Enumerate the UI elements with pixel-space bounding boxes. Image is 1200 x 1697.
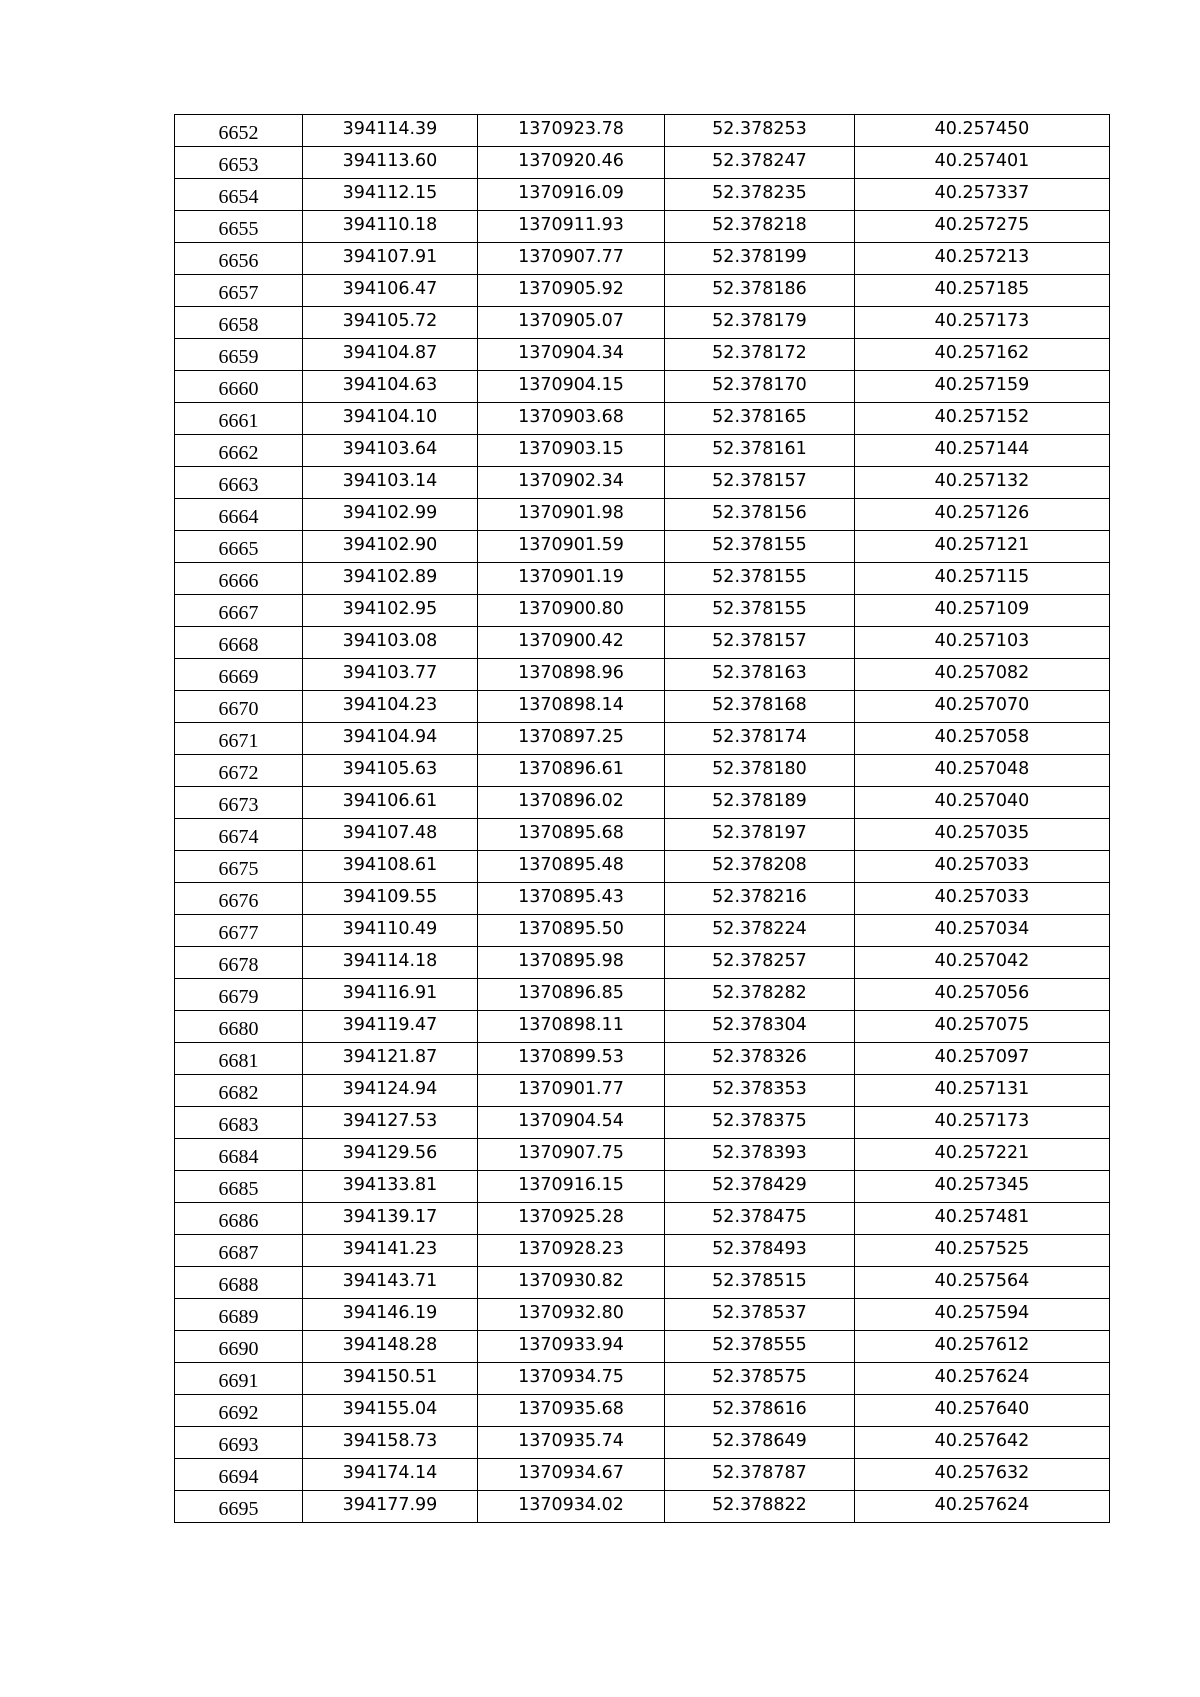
- point-number-cell: 6654: [175, 179, 303, 211]
- latitude-cell: 52.378163: [665, 659, 855, 691]
- y-coordinate-cell: 1370928.23: [478, 1235, 665, 1267]
- y-coordinate-cell: 1370895.68: [478, 819, 665, 851]
- latitude-cell: 52.378197: [665, 819, 855, 851]
- x-coordinate-cell: 394155.04: [303, 1395, 478, 1427]
- latitude-cell: 52.378353: [665, 1075, 855, 1107]
- longitude-cell: 40.257131: [855, 1075, 1110, 1107]
- x-coordinate-cell: 394106.47: [303, 275, 478, 307]
- table-row: [175, 595, 1110, 627]
- longitude-cell: 40.257162: [855, 339, 1110, 371]
- latitude-cell: 52.378218: [665, 211, 855, 243]
- point-number-cell: 6652: [175, 115, 303, 147]
- table-row: [175, 1331, 1110, 1363]
- longitude-cell: 40.257564: [855, 1267, 1110, 1299]
- longitude-cell: 40.257070: [855, 691, 1110, 723]
- point-number-cell: 6671: [175, 723, 303, 755]
- longitude-cell: 40.257042: [855, 947, 1110, 979]
- latitude-cell: 52.378155: [665, 563, 855, 595]
- longitude-cell: 40.257058: [855, 723, 1110, 755]
- point-number-cell: 6692: [175, 1395, 303, 1427]
- y-coordinate-cell: 1370896.61: [478, 755, 665, 787]
- y-coordinate-cell: 1370896.85: [478, 979, 665, 1011]
- table-row: [175, 979, 1110, 1011]
- point-number-cell: 6658: [175, 307, 303, 339]
- x-coordinate-cell: 394102.89: [303, 563, 478, 595]
- x-coordinate-cell: 394102.90: [303, 531, 478, 563]
- x-coordinate-cell: 394107.48: [303, 819, 478, 851]
- latitude-cell: 52.378156: [665, 499, 855, 531]
- point-number-cell: 6679: [175, 979, 303, 1011]
- x-coordinate-cell: 394116.91: [303, 979, 478, 1011]
- table-row: [175, 499, 1110, 531]
- table-row: [175, 1235, 1110, 1267]
- y-coordinate-cell: 1370923.78: [478, 115, 665, 147]
- longitude-cell: 40.257337: [855, 179, 1110, 211]
- x-coordinate-cell: 394114.39: [303, 115, 478, 147]
- x-coordinate-cell: 394146.19: [303, 1299, 478, 1331]
- latitude-cell: 52.378189: [665, 787, 855, 819]
- point-number-cell: 6684: [175, 1139, 303, 1171]
- y-coordinate-cell: 1370903.68: [478, 403, 665, 435]
- point-number-cell: 6663: [175, 467, 303, 499]
- table-row: [175, 947, 1110, 979]
- latitude-cell: 52.378157: [665, 627, 855, 659]
- table-row: [175, 531, 1110, 563]
- x-coordinate-cell: 394113.60: [303, 147, 478, 179]
- x-coordinate-cell: 394107.91: [303, 243, 478, 275]
- latitude-cell: 52.378224: [665, 915, 855, 947]
- x-coordinate-cell: 394177.99: [303, 1491, 478, 1523]
- table-row: [175, 1267, 1110, 1299]
- point-number-cell: 6673: [175, 787, 303, 819]
- latitude-cell: 52.378257: [665, 947, 855, 979]
- latitude-cell: 52.378170: [665, 371, 855, 403]
- y-coordinate-cell: 1370905.92: [478, 275, 665, 307]
- table-row: [175, 1363, 1110, 1395]
- table-row: [175, 1203, 1110, 1235]
- longitude-cell: 40.257103: [855, 627, 1110, 659]
- table-row: [175, 1107, 1110, 1139]
- table-row: [175, 627, 1110, 659]
- latitude-cell: 52.378155: [665, 531, 855, 563]
- table-row: [175, 403, 1110, 435]
- latitude-cell: 52.378429: [665, 1171, 855, 1203]
- point-number-cell: 6675: [175, 851, 303, 883]
- x-coordinate-cell: 394148.28: [303, 1331, 478, 1363]
- longitude-cell: 40.257152: [855, 403, 1110, 435]
- point-number-cell: 6672: [175, 755, 303, 787]
- point-number-cell: 6659: [175, 339, 303, 371]
- table-row: [175, 563, 1110, 595]
- y-coordinate-cell: 1370933.94: [478, 1331, 665, 1363]
- longitude-cell: 40.257040: [855, 787, 1110, 819]
- y-coordinate-cell: 1370901.59: [478, 531, 665, 563]
- x-coordinate-cell: 394174.14: [303, 1459, 478, 1491]
- longitude-cell: 40.257173: [855, 1107, 1110, 1139]
- table-row: [175, 1171, 1110, 1203]
- table-row: [175, 787, 1110, 819]
- point-number-cell: 6668: [175, 627, 303, 659]
- table-row: [175, 1395, 1110, 1427]
- point-number-cell: 6664: [175, 499, 303, 531]
- y-coordinate-cell: 1370895.43: [478, 883, 665, 915]
- y-coordinate-cell: 1370901.77: [478, 1075, 665, 1107]
- longitude-cell: 40.257048: [855, 755, 1110, 787]
- table-row: [175, 1491, 1110, 1523]
- latitude-cell: 52.378247: [665, 147, 855, 179]
- longitude-cell: 40.257075: [855, 1011, 1110, 1043]
- table-row: [175, 115, 1110, 147]
- latitude-cell: 52.378253: [665, 115, 855, 147]
- y-coordinate-cell: 1370900.42: [478, 627, 665, 659]
- y-coordinate-cell: 1370935.68: [478, 1395, 665, 1427]
- y-coordinate-cell: 1370898.14: [478, 691, 665, 723]
- x-coordinate-cell: 394105.72: [303, 307, 478, 339]
- table-row: [175, 1459, 1110, 1491]
- latitude-cell: 52.378180: [665, 755, 855, 787]
- x-coordinate-cell: 394103.77: [303, 659, 478, 691]
- latitude-cell: 52.378393: [665, 1139, 855, 1171]
- latitude-cell: 52.378165: [665, 403, 855, 435]
- x-coordinate-cell: 394104.94: [303, 723, 478, 755]
- x-coordinate-cell: 394104.87: [303, 339, 478, 371]
- latitude-cell: 52.378375: [665, 1107, 855, 1139]
- table-row: [175, 819, 1110, 851]
- coordinates-table: [174, 114, 1110, 1523]
- x-coordinate-cell: 394143.71: [303, 1267, 478, 1299]
- table-row: [175, 1427, 1110, 1459]
- longitude-cell: 40.257640: [855, 1395, 1110, 1427]
- x-coordinate-cell: 394104.63: [303, 371, 478, 403]
- point-number-cell: 6674: [175, 819, 303, 851]
- longitude-cell: 40.257481: [855, 1203, 1110, 1235]
- point-number-cell: 6656: [175, 243, 303, 275]
- point-number-cell: 6688: [175, 1267, 303, 1299]
- y-coordinate-cell: 1370907.75: [478, 1139, 665, 1171]
- y-coordinate-cell: 1370895.50: [478, 915, 665, 947]
- point-number-cell: 6680: [175, 1011, 303, 1043]
- y-coordinate-cell: 1370905.07: [478, 307, 665, 339]
- point-number-cell: 6683: [175, 1107, 303, 1139]
- table-row: [175, 147, 1110, 179]
- latitude-cell: 52.378235: [665, 179, 855, 211]
- point-number-cell: 6657: [175, 275, 303, 307]
- longitude-cell: 40.257594: [855, 1299, 1110, 1331]
- y-coordinate-cell: 1370896.02: [478, 787, 665, 819]
- table-row: [175, 1043, 1110, 1075]
- y-coordinate-cell: 1370901.19: [478, 563, 665, 595]
- y-coordinate-cell: 1370935.74: [478, 1427, 665, 1459]
- table-row: [175, 915, 1110, 947]
- x-coordinate-cell: 394104.10: [303, 403, 478, 435]
- longitude-cell: 40.257345: [855, 1171, 1110, 1203]
- longitude-cell: 40.257275: [855, 211, 1110, 243]
- latitude-cell: 52.378649: [665, 1427, 855, 1459]
- longitude-cell: 40.257056: [855, 979, 1110, 1011]
- x-coordinate-cell: 394106.61: [303, 787, 478, 819]
- longitude-cell: 40.257525: [855, 1235, 1110, 1267]
- x-coordinate-cell: 394104.23: [303, 691, 478, 723]
- x-coordinate-cell: 394141.23: [303, 1235, 478, 1267]
- longitude-cell: 40.257097: [855, 1043, 1110, 1075]
- latitude-cell: 52.378179: [665, 307, 855, 339]
- longitude-cell: 40.257624: [855, 1363, 1110, 1395]
- table-row: [175, 339, 1110, 371]
- latitude-cell: 52.378555: [665, 1331, 855, 1363]
- x-coordinate-cell: 394110.18: [303, 211, 478, 243]
- point-number-cell: 6653: [175, 147, 303, 179]
- table-row: [175, 1299, 1110, 1331]
- latitude-cell: 52.378155: [665, 595, 855, 627]
- point-number-cell: 6685: [175, 1171, 303, 1203]
- x-coordinate-cell: 394124.94: [303, 1075, 478, 1107]
- longitude-cell: 40.257126: [855, 499, 1110, 531]
- point-number-cell: 6662: [175, 435, 303, 467]
- table-row: [175, 371, 1110, 403]
- latitude-cell: 52.378537: [665, 1299, 855, 1331]
- y-coordinate-cell: 1370898.96: [478, 659, 665, 691]
- latitude-cell: 52.378282: [665, 979, 855, 1011]
- table-row: [175, 243, 1110, 275]
- table-row: [175, 435, 1110, 467]
- x-coordinate-cell: 394110.49: [303, 915, 478, 947]
- x-coordinate-cell: 394103.08: [303, 627, 478, 659]
- table-row: [175, 659, 1110, 691]
- latitude-cell: 52.378172: [665, 339, 855, 371]
- table-row: [175, 691, 1110, 723]
- longitude-cell: 40.257632: [855, 1459, 1110, 1491]
- point-number-cell: 6693: [175, 1427, 303, 1459]
- y-coordinate-cell: 1370934.75: [478, 1363, 665, 1395]
- latitude-cell: 52.378515: [665, 1267, 855, 1299]
- point-number-cell: 6687: [175, 1235, 303, 1267]
- x-coordinate-cell: 394102.99: [303, 499, 478, 531]
- y-coordinate-cell: 1370902.34: [478, 467, 665, 499]
- y-coordinate-cell: 1370934.67: [478, 1459, 665, 1491]
- x-coordinate-cell: 394102.95: [303, 595, 478, 627]
- latitude-cell: 52.378616: [665, 1395, 855, 1427]
- longitude-cell: 40.257401: [855, 147, 1110, 179]
- point-number-cell: 6682: [175, 1075, 303, 1107]
- point-number-cell: 6677: [175, 915, 303, 947]
- table-row: [175, 467, 1110, 499]
- longitude-cell: 40.257121: [855, 531, 1110, 563]
- latitude-cell: 52.378475: [665, 1203, 855, 1235]
- point-number-cell: 6678: [175, 947, 303, 979]
- table-row: [175, 1011, 1110, 1043]
- latitude-cell: 52.378161: [665, 435, 855, 467]
- x-coordinate-cell: 394114.18: [303, 947, 478, 979]
- point-number-cell: 6676: [175, 883, 303, 915]
- latitude-cell: 52.378575: [665, 1363, 855, 1395]
- y-coordinate-cell: 1370925.28: [478, 1203, 665, 1235]
- longitude-cell: 40.257115: [855, 563, 1110, 595]
- longitude-cell: 40.257159: [855, 371, 1110, 403]
- table-row: [175, 179, 1110, 211]
- latitude-cell: 52.378199: [665, 243, 855, 275]
- table-row: [175, 1139, 1110, 1171]
- longitude-cell: 40.257450: [855, 115, 1110, 147]
- longitude-cell: 40.257034: [855, 915, 1110, 947]
- y-coordinate-cell: 1370920.46: [478, 147, 665, 179]
- table-row: [175, 211, 1110, 243]
- point-number-cell: 6660: [175, 371, 303, 403]
- x-coordinate-cell: 394103.64: [303, 435, 478, 467]
- y-coordinate-cell: 1370898.11: [478, 1011, 665, 1043]
- latitude-cell: 52.378304: [665, 1011, 855, 1043]
- y-coordinate-cell: 1370895.48: [478, 851, 665, 883]
- y-coordinate-cell: 1370916.15: [478, 1171, 665, 1203]
- longitude-cell: 40.257185: [855, 275, 1110, 307]
- longitude-cell: 40.257033: [855, 851, 1110, 883]
- x-coordinate-cell: 394139.17: [303, 1203, 478, 1235]
- y-coordinate-cell: 1370903.15: [478, 435, 665, 467]
- y-coordinate-cell: 1370934.02: [478, 1491, 665, 1523]
- table-body: [175, 115, 1110, 1523]
- table-row: [175, 883, 1110, 915]
- point-number-cell: 6691: [175, 1363, 303, 1395]
- y-coordinate-cell: 1370904.15: [478, 371, 665, 403]
- x-coordinate-cell: 394127.53: [303, 1107, 478, 1139]
- latitude-cell: 52.378186: [665, 275, 855, 307]
- point-number-cell: 6694: [175, 1459, 303, 1491]
- x-coordinate-cell: 394150.51: [303, 1363, 478, 1395]
- longitude-cell: 40.257035: [855, 819, 1110, 851]
- y-coordinate-cell: 1370932.80: [478, 1299, 665, 1331]
- longitude-cell: 40.257033: [855, 883, 1110, 915]
- table-row: [175, 851, 1110, 883]
- latitude-cell: 52.378787: [665, 1459, 855, 1491]
- point-number-cell: 6661: [175, 403, 303, 435]
- longitude-cell: 40.257642: [855, 1427, 1110, 1459]
- latitude-cell: 52.378822: [665, 1491, 855, 1523]
- y-coordinate-cell: 1370901.98: [478, 499, 665, 531]
- y-coordinate-cell: 1370900.80: [478, 595, 665, 627]
- x-coordinate-cell: 394158.73: [303, 1427, 478, 1459]
- y-coordinate-cell: 1370904.34: [478, 339, 665, 371]
- x-coordinate-cell: 394121.87: [303, 1043, 478, 1075]
- longitude-cell: 40.257173: [855, 307, 1110, 339]
- point-number-cell: 6695: [175, 1491, 303, 1523]
- y-coordinate-cell: 1370916.09: [478, 179, 665, 211]
- longitude-cell: 40.257213: [855, 243, 1110, 275]
- y-coordinate-cell: 1370907.77: [478, 243, 665, 275]
- longitude-cell: 40.257082: [855, 659, 1110, 691]
- point-number-cell: 6689: [175, 1299, 303, 1331]
- y-coordinate-cell: 1370911.93: [478, 211, 665, 243]
- table-row: [175, 723, 1110, 755]
- latitude-cell: 52.378216: [665, 883, 855, 915]
- y-coordinate-cell: 1370904.54: [478, 1107, 665, 1139]
- longitude-cell: 40.257132: [855, 467, 1110, 499]
- x-coordinate-cell: 394119.47: [303, 1011, 478, 1043]
- latitude-cell: 52.378208: [665, 851, 855, 883]
- table-row: [175, 755, 1110, 787]
- latitude-cell: 52.378168: [665, 691, 855, 723]
- y-coordinate-cell: 1370930.82: [478, 1267, 665, 1299]
- longitude-cell: 40.257624: [855, 1491, 1110, 1523]
- longitude-cell: 40.257612: [855, 1331, 1110, 1363]
- latitude-cell: 52.378493: [665, 1235, 855, 1267]
- x-coordinate-cell: 394109.55: [303, 883, 478, 915]
- latitude-cell: 52.378326: [665, 1043, 855, 1075]
- y-coordinate-cell: 1370895.98: [478, 947, 665, 979]
- x-coordinate-cell: 394105.63: [303, 755, 478, 787]
- table-row: [175, 275, 1110, 307]
- y-coordinate-cell: 1370897.25: [478, 723, 665, 755]
- y-coordinate-cell: 1370899.53: [478, 1043, 665, 1075]
- x-coordinate-cell: 394133.81: [303, 1171, 478, 1203]
- table-row: [175, 307, 1110, 339]
- point-number-cell: 6666: [175, 563, 303, 595]
- x-coordinate-cell: 394129.56: [303, 1139, 478, 1171]
- point-number-cell: 6686: [175, 1203, 303, 1235]
- point-number-cell: 6670: [175, 691, 303, 723]
- point-number-cell: 6667: [175, 595, 303, 627]
- x-coordinate-cell: 394112.15: [303, 179, 478, 211]
- point-number-cell: 6665: [175, 531, 303, 563]
- point-number-cell: 6655: [175, 211, 303, 243]
- latitude-cell: 52.378157: [665, 467, 855, 499]
- longitude-cell: 40.257221: [855, 1139, 1110, 1171]
- x-coordinate-cell: 394108.61: [303, 851, 478, 883]
- longitude-cell: 40.257144: [855, 435, 1110, 467]
- longitude-cell: 40.257109: [855, 595, 1110, 627]
- x-coordinate-cell: 394103.14: [303, 467, 478, 499]
- point-number-cell: 6690: [175, 1331, 303, 1363]
- point-number-cell: 6669: [175, 659, 303, 691]
- point-number-cell: 6681: [175, 1043, 303, 1075]
- latitude-cell: 52.378174: [665, 723, 855, 755]
- table-row: [175, 1075, 1110, 1107]
